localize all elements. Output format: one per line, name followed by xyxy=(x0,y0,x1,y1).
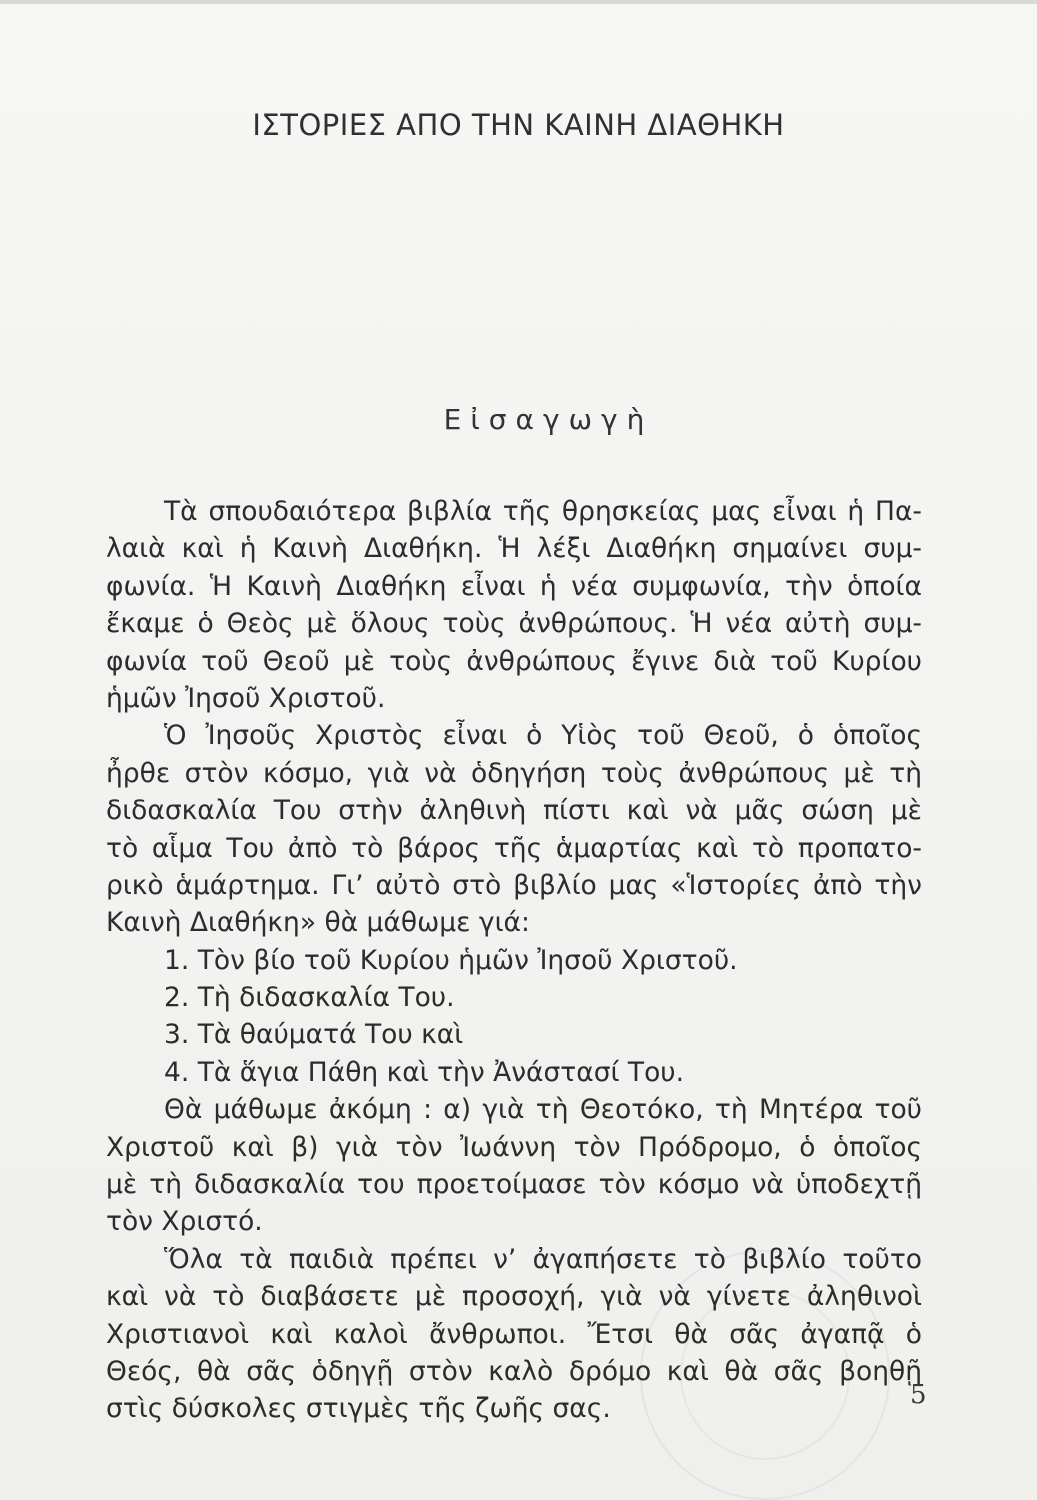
list-item: 3. Τὰ θαύματά Του καὶ xyxy=(164,1019,464,1051)
text-line: λαιὰ καὶ ἡ Καινὴ Διαθήκη. Ἡ λέξι Διαθήκη σημαίνει συμ- xyxy=(106,533,922,565)
text-line: ἦρθε στὸν κόσμο, γιὰ νὰ ὁδηγήση τοὺς ἀνθρώπους μὲ τὴ xyxy=(106,757,922,789)
text-line: τὸ αἷμα Του ἀπὸ τὸ βάρος τῆς ἁμαρτίας καὶ τὸ προπατο- xyxy=(106,832,922,864)
text-line: Ὁ Ἰησοῦς Χριστὸς εἶναι ὁ Υἱὸς τοῦ Θεοῦ, ὁ ὁποῖος xyxy=(164,720,922,752)
text-line: Τὰ σπουδαιότερα βιβλία τῆς θρησκείας μας εἶναι ἡ Πα- xyxy=(164,496,922,527)
page-number: 5 xyxy=(910,1380,927,1410)
text-line: μὲ τὴ διδασκαλία του προετοίμασε τὸν κόσμο νὰ ὑποδεχτῇ xyxy=(106,1169,922,1201)
text-line: ρικὸ ἁμάρτημα. Γι’ αὐτὸ στὸ βιβλίο μας «Ἱστορίες ἀπὸ τὴν xyxy=(106,869,922,901)
text-line: Χριστιανοὶ καὶ καλοὶ ἄνθρωποι. Ἔτσι θὰ σᾶς ἀγαπᾷ ὁ xyxy=(106,1318,922,1350)
text-line: διδασκαλία Του στὴν ἀληθινὴ πίστι καὶ νὰ μᾶς σώση μὲ xyxy=(106,795,922,827)
text-line: Χριστοῦ καὶ β) γιὰ τὸν Ἰωάννη τὸν Πρόδρομο, ὁ ὁποῖος xyxy=(106,1131,922,1163)
body-text xyxy=(106,493,922,1428)
text-line: τὸν Χριστό. xyxy=(106,1206,263,1238)
list-item: 1. Τὸν βίο τοῦ Κυρίου ἡμῶν Ἰησοῦ Χριστοῦ. xyxy=(164,944,738,976)
text-line: Θεός, θὰ σᾶς ὁδηγῇ στὸν καλὸ δρόμο καὶ θὰ σᾶς βοηθῇ xyxy=(106,1355,922,1387)
text-line: φωνία τοῦ Θεοῦ μὲ τοὺς ἀνθρώπους ἔγινε διὰ τοῦ Κυρίου xyxy=(106,645,922,677)
text-line: φωνία. Ἡ Καινὴ Διαθήκη εἶναι ἡ νέα συμφωνία, τὴν ὁποία xyxy=(106,570,922,602)
section-title: Εἰσαγωγὴ xyxy=(443,403,654,436)
text-line: ἡμῶν Ἰησοῦ Χριστοῦ. xyxy=(106,682,386,714)
text-line: Καινὴ Διαθήκη» θὰ μάθωμε γιά: xyxy=(106,907,530,939)
list-item: 2. Τὴ διδασκαλία Του. xyxy=(164,982,455,1014)
book-title: ΙΣΤΟΡΙΕΣ ΑΠΟ ΤΗΝ ΚΑΙΝΗ ΔΙΑΘΗΚΗ xyxy=(252,108,785,142)
text-line: στὶς δύσκολες στιγμὲς τῆς ζωῆς σας. xyxy=(106,1393,611,1425)
text-line: Θὰ μάθωμε ἀκόμη : α) γιὰ τὴ Θεοτόκο, τὴ Μητέρα τοῦ xyxy=(164,1094,922,1126)
text-line: καὶ νὰ τὸ διαβάσετε μὲ προσοχή, γιὰ νὰ γίνετε ἀληθινοὶ xyxy=(106,1281,922,1313)
text-line: ἔκαμε ὁ Θεὸς μὲ ὅλους τοὺς ἀνθρώπους. Ἡ νέα αὐτὴ συμ- xyxy=(106,608,922,640)
page-top-edge xyxy=(0,0,1037,4)
list-item: 4. Τὰ ἅγια Πάθη καὶ τὴν Ἀνάστασί Του. xyxy=(164,1056,685,1088)
text-line: Ὅλα τὰ παιδιὰ πρέπει ν’ ἀγαπήσετε τὸ βιβλίο τοῦτο xyxy=(164,1243,922,1275)
